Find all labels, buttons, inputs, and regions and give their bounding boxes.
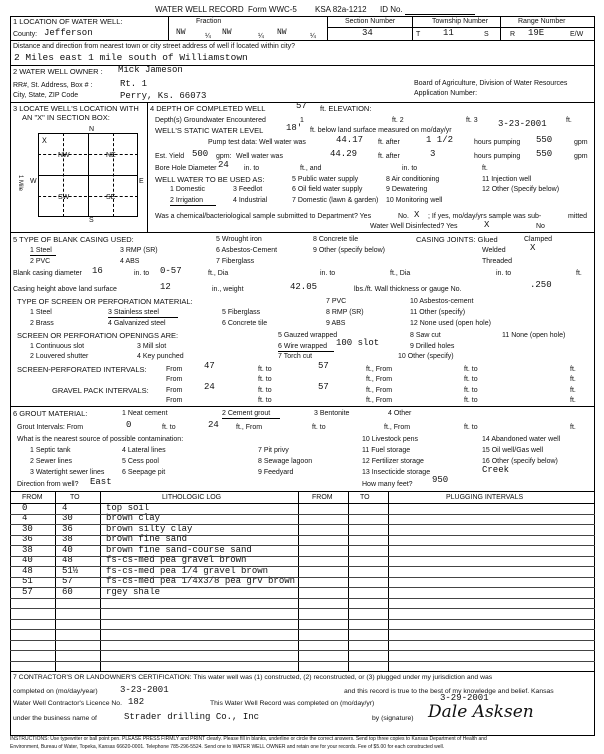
screen-8[interactable]: 8 RMP (SR) (326, 309, 364, 316)
west-label: W (30, 178, 37, 185)
casing-height-label: Casing height above land surface (13, 286, 117, 293)
grout-2[interactable]: 2 Cement grout (222, 410, 271, 417)
instructions-line-1: INSTRUCTIONS: Use typewriter or ball point pen. PLEASE PRESS FIRMLY and PRINT clearly. Please fill in blanks, underline or circle the correct answers. Send top three copies to Kansas Department of Health and (10, 736, 487, 742)
county-label: County: (13, 31, 38, 38)
spi-ft-to2: ft. to (464, 366, 478, 373)
spi-ft-to2-row2: ft. to (464, 376, 478, 383)
screen-10[interactable]: 10 Asbestos-cement (410, 298, 474, 305)
gp-from-label: From (166, 387, 183, 394)
disinfected-x[interactable]: X (484, 220, 490, 230)
plug-header-intervals: PLUGGING INTERVALS (446, 494, 524, 501)
contam-3[interactable]: 3 Watertight sewer lines (30, 469, 105, 476)
section3-label: 3 LOCATE WELL'S LOCATION WITH (13, 104, 139, 113)
se-quadrant: SE (106, 194, 116, 201)
gp-from2-label: From (166, 397, 183, 404)
log-row-line (10, 661, 595, 662)
log-row-description[interactable]: fs-cs-med pea 1/4 gravel brown (106, 565, 269, 576)
log-row-description[interactable]: brown silty clay (106, 523, 193, 534)
pump-gpm[interactable]: 550 (536, 135, 553, 145)
signature: Dale Asksen (428, 702, 534, 722)
yield-label: Est. Yield (155, 153, 185, 160)
log-row-description[interactable]: fs-cs-med pea gravel brown (106, 555, 247, 565)
quarter-symbol: ¼ (205, 33, 211, 40)
fraction-label: Fraction (196, 18, 222, 25)
screen-4[interactable]: 4 Galvanized steel (108, 320, 166, 327)
grout-4[interactable]: 4 Other (388, 410, 412, 417)
log-row-from[interactable]: 40 (22, 555, 33, 565)
opening-3[interactable]: 3 Mill slot (137, 343, 167, 350)
clamped-label: Clamped (524, 236, 553, 243)
screen-9[interactable]: 9 ABS (326, 320, 346, 327)
log-row-line (10, 587, 595, 588)
use-6[interactable]: 6 Oil field water supply (292, 186, 363, 193)
spi-ft-from-row2: ft., From (366, 376, 393, 383)
section6-label: 6 GROUT MATERIAL: (13, 409, 88, 418)
spi-ft-row2: ft. (570, 376, 576, 383)
log-row-line (10, 545, 595, 546)
opening-11[interactable]: 11 None (open hole) (502, 332, 566, 339)
hours-pumping-label: hours pumping (474, 153, 521, 160)
lbs-label: lbs./ft. Wall thickness or gauge No. (354, 286, 462, 293)
grout-ft-to3: ft. to (464, 424, 478, 431)
township-label: Township Number (432, 18, 489, 25)
feet-value[interactable]: 950 (432, 475, 449, 485)
casing-height[interactable]: 12 (160, 282, 171, 292)
form-title: WATER WELL RECORD (155, 5, 244, 14)
spi-to[interactable]: 57 (318, 361, 329, 371)
quarter-symbol: ¼ (310, 33, 316, 40)
log-row-line (10, 640, 595, 641)
contam-other-value[interactable]: Creek (482, 465, 510, 475)
township-prefix: T (416, 31, 421, 38)
opening-2[interactable]: 2 Louvered shutter (30, 353, 89, 360)
contam-7[interactable]: 7 Pit privy (258, 447, 289, 454)
log-header-from: FROM (22, 494, 43, 501)
spi-from[interactable]: 47 (204, 361, 215, 371)
nw-quadrant: NW (58, 152, 70, 159)
range-value[interactable]: 19E (528, 28, 545, 38)
ww2-value[interactable]: 44.29 (330, 149, 358, 159)
depth-value[interactable]: 57 (296, 101, 307, 111)
signature-label: by (signature) (372, 715, 414, 722)
casing-5[interactable]: 5 Wrought iron (216, 236, 262, 243)
location-x-mark: X (42, 137, 47, 146)
log-row-to[interactable]: 57 (62, 576, 73, 586)
spi-ft-to: ft. to (258, 366, 272, 373)
static-level-value[interactable]: 18' (286, 123, 303, 133)
contam-4[interactable]: 4 Lateral lines (122, 447, 166, 454)
pump-after-label: ft. after (378, 139, 400, 146)
ft-dia2: ft., Dia (390, 270, 411, 277)
log-row-to[interactable]: 4 (62, 502, 68, 513)
chem-no: No. (398, 213, 409, 220)
irrigation-underline (170, 205, 216, 206)
range-suffix: E/W (570, 31, 584, 38)
use-2[interactable]: 2 Irrigation (170, 197, 204, 204)
grout-to[interactable]: 24 (208, 420, 219, 430)
completed-label: completed on (mo/day/year) (13, 688, 98, 695)
log-row-from[interactable]: 36 (22, 534, 33, 544)
spi-from-label: From (166, 366, 183, 373)
use-12[interactable]: 12 Other (Specify below) (482, 186, 560, 193)
feet-label: How many feet? (362, 481, 413, 488)
instructions-line-2: Environment, Bureau of Water, Topeka, Kansas 66620-0001. Telephone 785-296-5524. Send one to WATER WELL OWNER and retain one for your records. Fee of $5.00 for each constructed well. (10, 744, 445, 750)
log-row-line (10, 577, 595, 578)
gpm-label: gpm (574, 139, 588, 146)
casing-joints-label: CASING JOINTS: Glued (416, 235, 498, 244)
contamination-question: What is the nearest source of possible contamination: (17, 436, 184, 443)
contam-13[interactable]: 13 Insecticide storage (362, 469, 431, 476)
contam-14[interactable]: 14 Abandoned water well (482, 436, 561, 443)
groundwater-ft: ft. (566, 117, 572, 124)
log-header-to: TO (70, 494, 80, 501)
casing-diameter[interactable]: 16 (92, 266, 103, 276)
ne-quadrant: NE (106, 152, 116, 159)
section3-label-2: AN "X" IN SECTION BOX: (22, 113, 110, 122)
log-row-from[interactable]: 48 (22, 565, 33, 576)
in-to: in. to (320, 270, 336, 277)
yield-value[interactable]: 500 (192, 149, 209, 159)
gp-to[interactable]: 57 (318, 382, 329, 392)
gp-ft-from-row2: ft., From (366, 397, 393, 404)
gp-ft-to2: ft. to (464, 387, 478, 394)
contam-2[interactable]: 2 Sewer lines (30, 458, 73, 465)
log-row-from[interactable]: 38 (22, 544, 33, 555)
log-row-from[interactable]: 0 (22, 502, 28, 513)
casing-diameter-label: Blank casing diameter (13, 270, 82, 277)
contam-11[interactable]: 11 Fuel storage (362, 447, 411, 454)
grout-ft-to2: ft. to (312, 424, 326, 431)
casing-8[interactable]: 8 Concrete tile (313, 236, 359, 243)
log-row-to[interactable]: 48 (62, 555, 73, 565)
openings-label: SCREEN OR PERFORATION OPENINGS ARE: (17, 331, 179, 340)
use-10[interactable]: 10 Monitoring well (386, 197, 443, 204)
screen-material-label: TYPE OF SCREEN OR PERFORATION MATERIAL: (17, 297, 193, 306)
log-row-to[interactable]: 36 (62, 523, 73, 534)
opening-4[interactable]: 4 Key punched (137, 353, 184, 360)
record-text: This Water Well Record was completed on (mo/day/yr) (210, 700, 375, 707)
casing-2[interactable]: 2 PVC (30, 258, 51, 265)
casing-4[interactable]: 4 ABS (120, 258, 140, 265)
static-date[interactable]: 3-23-2001 (498, 119, 547, 129)
township-value[interactable]: 11 (443, 28, 454, 38)
section-number-label: Section Number (345, 18, 396, 25)
groundwater-ft2: ft. 2 (392, 117, 404, 124)
opening-7[interactable]: 7 Torch cut (278, 353, 313, 360)
gp-ft-to-row2: ft. to (258, 397, 272, 404)
use-9[interactable]: 9 Dewatering (386, 186, 428, 193)
section5-label: 5 TYPE OF BLANK CASING USED: (13, 235, 134, 244)
fraction-q3[interactable]: NW (277, 28, 287, 37)
contam-10[interactable]: 10 Livestock pens (362, 436, 419, 443)
casing-weight[interactable]: 42.05 (290, 282, 318, 292)
distance-value[interactable]: 2 Miles east 1 mile south of Williamstown (14, 52, 248, 63)
city-label: City, State, ZIP Code (13, 92, 79, 99)
log-row-to[interactable]: 30 (62, 513, 73, 523)
south-label: S (89, 217, 94, 224)
range-label: Range Number (518, 18, 566, 25)
use-4[interactable]: 4 Industrial (233, 197, 268, 204)
log-row-description[interactable]: top soil (106, 502, 150, 513)
screen-7[interactable]: 7 PVC (326, 298, 347, 305)
use-label: WELL WATER TO BE USED AS: (155, 175, 265, 184)
threaded-label: Threaded (482, 258, 512, 265)
groundwater-1: 1 (300, 117, 304, 124)
steel-underline (30, 255, 56, 256)
log-row-line (10, 608, 595, 609)
owner-value[interactable]: Mick Jameson (118, 65, 183, 75)
contam-6[interactable]: 6 Seepage pit (122, 469, 166, 476)
screen-11[interactable]: 11 Other (specify) (410, 309, 466, 316)
chem-sample-question: Was a chemical/bacteriological sample submitted to Department? Yes (155, 213, 372, 220)
bore-ft: ft., and (300, 165, 322, 172)
screen-5[interactable]: 5 Fiberglass (222, 309, 261, 316)
groundwater-ft3: ft. 3 (466, 117, 478, 124)
contam-1[interactable]: 1 Septic tank (30, 447, 71, 454)
log-row-line (10, 556, 595, 557)
diam-to: in. to (134, 270, 150, 277)
log-row-to[interactable]: 38 (62, 534, 73, 544)
licence-value[interactable]: 182 (128, 697, 145, 707)
grout-1[interactable]: 1 Neat cement (122, 410, 168, 417)
casing-6[interactable]: 6 Asbestos-Cement (216, 247, 278, 254)
stainless-underline (108, 317, 178, 318)
section7-label: 7 CONTRACTOR'S OR LANDOWNER'S CERTIFICATION: This water well was (1) constructed, (2) reconstructed, or (3) plugged under my jurisdiction and was (13, 674, 493, 681)
opening-5[interactable]: 5 Gauzed wrapped (278, 332, 338, 339)
direction-value[interactable]: East (90, 477, 112, 487)
mile-label: 1 Mile (17, 174, 24, 192)
contam-8[interactable]: 8 Sewage lagoon (258, 458, 313, 465)
section2-label: 2 WATER WELL OWNER : (13, 67, 103, 76)
gp-ft-from: ft., From (366, 387, 393, 394)
log-row-to[interactable]: 60 (62, 586, 73, 597)
log-row-description[interactable]: brown fine sand (106, 534, 188, 544)
use-5[interactable]: 5 Public water supply (292, 176, 359, 183)
direction-label: Direction from well? (17, 481, 79, 488)
contam-12[interactable]: 12 Fertilizer storage (362, 458, 424, 465)
sw-quadrant: SW (58, 194, 70, 201)
bore-label: Bore Hole Diameter (155, 165, 217, 172)
slot-size[interactable]: 100 slot (336, 338, 380, 348)
log-header-lithologic: LITHOLOGIC LOG (162, 494, 222, 501)
log-row-line (10, 598, 595, 599)
log-row-description[interactable]: rgey shale (106, 586, 161, 597)
opening-8[interactable]: 8 Saw cut (410, 332, 441, 339)
log-row-line (10, 514, 595, 515)
welded-label: Welded (482, 247, 506, 254)
log-row-line (10, 535, 595, 536)
pump-test-label: Pump test data: Well water was (208, 139, 306, 146)
log-row-description[interactable]: fs-cs-med pea 1/4x3/8 pea grv brown (106, 576, 296, 586)
use-11[interactable]: 11 Injection well (482, 176, 532, 183)
casing-1[interactable]: 1 Steel (30, 247, 52, 254)
opening-9[interactable]: 9 Drilled holes (410, 343, 455, 350)
log-row-line (10, 629, 595, 630)
form-number: Form WWC-5 (248, 5, 297, 14)
screen-3[interactable]: 3 Stainless steel (108, 309, 159, 316)
grout-3[interactable]: 3 Bentonite (314, 410, 350, 417)
log-row-description[interactable]: brown fine sand-course sand (106, 544, 252, 555)
spi-ft: ft. (570, 366, 576, 373)
gp-ft: ft. (570, 387, 576, 394)
use-8[interactable]: 8 Air conditioning (386, 176, 440, 183)
casing-depth-range[interactable]: 0-57 (160, 266, 182, 276)
elevation-label: ft. ELEVATION: (320, 104, 372, 113)
gauge-value[interactable]: .250 (530, 280, 552, 290)
log-row-from[interactable]: 4 (22, 513, 28, 523)
log-row-line (10, 650, 595, 651)
gpm-label: gpm (574, 153, 588, 160)
groundwater-label: Depth(s) Groundwater Encountered (155, 117, 266, 124)
screen-12[interactable]: 12 None used (open hole) (410, 320, 491, 327)
address-label: RR#, St. Address, Box # : (13, 82, 93, 89)
county-value[interactable]: Jefferson (44, 28, 93, 38)
fraction-q2[interactable]: NW (222, 28, 232, 37)
gp-ft-row2: ft. (570, 397, 576, 404)
log-row-line (10, 524, 595, 525)
distance-label: Distance and direction from nearest town or city street address of well if located within city? (13, 43, 296, 50)
township-suffix: S (484, 31, 489, 38)
gravel-pack-label: GRAVEL PACK INTERVALS: (52, 386, 149, 395)
grout-ft-from: ft., From (236, 424, 263, 431)
bore-ft2: ft. (482, 165, 488, 172)
screen-1[interactable]: 1 Steel (30, 309, 52, 316)
log-row-line (10, 619, 595, 620)
north-label: N (89, 126, 95, 133)
id-label: ID No. (380, 5, 403, 14)
application-number-label: Application Number: (414, 90, 478, 97)
ksa-reference: KSA 82a-1212 (315, 5, 367, 14)
board-text: Board of Agriculture, Division of Water Resources (414, 80, 568, 87)
log-row-from[interactable]: 57 (22, 586, 33, 597)
contam-9[interactable]: 9 Feedyard (258, 469, 294, 476)
use-7[interactable]: 7 Domestic (lawn & garden) (292, 197, 379, 204)
pump-ww-value[interactable]: 44.17 (336, 135, 364, 145)
chem-rest: ; If yes, mo/day/yrs sample was sub- (428, 213, 542, 220)
grout-ft: ft. (570, 424, 576, 431)
ft-dia: ft., Dia (208, 270, 229, 277)
true-statement: and this record is true to the best of my knowledge and belief. Kansas (344, 688, 554, 695)
chem-x[interactable]: X (414, 210, 420, 220)
wire-wrapped-underline (278, 351, 334, 352)
opening-6[interactable]: 6 Wire wrapped (278, 343, 328, 350)
licence-label: Water Well Contractor's Licence No. (13, 700, 122, 707)
disinfected-label: Water Well Disinfected? Yes (370, 223, 458, 230)
chem-mitted: mitted (568, 213, 588, 220)
gp-ft-to2-row2: ft. to (464, 397, 478, 404)
bore-value[interactable]: 24 (218, 160, 229, 170)
grout-interval-label: Grout Intervals: From (17, 424, 84, 431)
plug-header-from: FROM (312, 494, 333, 501)
gp-ft-to: ft. to (258, 387, 272, 394)
hours-pumping-label: hours pumping (474, 139, 521, 146)
static-level-label: WELL'S STATIC WATER LEVEL (155, 126, 264, 135)
section1-label: 1 LOCATION OF WATER WELL: (13, 17, 123, 26)
log-row-description[interactable]: brown clay (106, 513, 161, 523)
in-to2: in. to (496, 270, 512, 277)
hours2-value[interactable]: 3 (430, 149, 436, 159)
disinfected-no: No (536, 223, 545, 230)
contam-16[interactable]: 16 Other (specify below) (482, 458, 558, 465)
plug-header-to: TO (360, 494, 370, 501)
ft-end: ft. (576, 270, 582, 277)
east-label: E (139, 178, 144, 185)
use-1[interactable]: 1 Domestic (170, 186, 206, 193)
casing-3[interactable]: 3 RMP (SR) (120, 247, 158, 254)
completed-date[interactable]: 3-23-2001 (120, 685, 169, 695)
yield-gpm: gpm: (216, 153, 232, 160)
grout-ft-from2: ft., From (384, 424, 411, 431)
section-number-value[interactable]: 34 (362, 28, 373, 38)
screen-6[interactable]: 6 Concrete tile (222, 320, 268, 327)
screen-intervals-label: SCREEN-PERFORATED INTERVALS: (17, 365, 147, 374)
screen-2[interactable]: 2 Brass (30, 320, 54, 327)
quarter-symbol: ¼ (258, 33, 264, 40)
business-value[interactable]: Strader drilling Co., Inc (124, 712, 260, 722)
business-label: under the business name of (13, 715, 97, 722)
log-row-line (10, 566, 595, 567)
cement-grout-underline (222, 418, 280, 419)
gpm2-value[interactable]: 550 (536, 149, 553, 159)
well-water-label: Well water was (236, 153, 283, 160)
use-3[interactable]: 3 Feedlot (233, 186, 263, 193)
casing-7[interactable]: 7 Fiberglass (216, 258, 255, 265)
static-level-rest: ft. below land surface measured on mo/day/yr (310, 127, 452, 134)
welded-x[interactable]: X (530, 243, 536, 253)
grout-ft-to: ft. to (162, 424, 176, 431)
address-value[interactable]: Rt. 1 (120, 79, 148, 89)
log-row-to[interactable]: 51½ (62, 565, 79, 576)
after2-label: ft. after (378, 153, 400, 160)
spi-from2-label: From (166, 376, 183, 383)
contam-5[interactable]: 5 Cess pool (122, 458, 159, 465)
range-prefix: R (510, 31, 516, 38)
opening-10[interactable]: 10 Other (specify) (398, 353, 454, 360)
id-field-line (405, 14, 475, 15)
bore-to: in. to (244, 165, 260, 172)
in-weight: in., weight (212, 286, 244, 293)
city-value[interactable]: Perry, Ks. 66073 (120, 91, 207, 101)
section4-label: 4 DEPTH OF COMPLETED WELL (150, 104, 266, 113)
pump-hours[interactable]: 1 1/2 (426, 135, 454, 145)
grout-from[interactable]: 0 (126, 420, 132, 430)
fraction-q1[interactable]: NW (176, 28, 186, 37)
contam-15[interactable]: 15 Oil well/Gas well (482, 447, 544, 454)
log-row-from[interactable]: 51 (22, 576, 33, 586)
spi-ft-to-row2: ft. to (258, 376, 272, 383)
bore-in: in. to (402, 165, 418, 172)
log-row-to[interactable]: 40 (62, 544, 73, 555)
log-row-from[interactable]: 30 (22, 523, 33, 534)
casing-9[interactable]: 9 Other (specify below) (313, 247, 385, 254)
opening-1[interactable]: 1 Continuous slot (30, 343, 85, 350)
record-date[interactable]: 3-29-2001 (440, 693, 489, 703)
spi-ft-from: ft., From (366, 366, 393, 373)
gp-from[interactable]: 24 (204, 382, 215, 392)
